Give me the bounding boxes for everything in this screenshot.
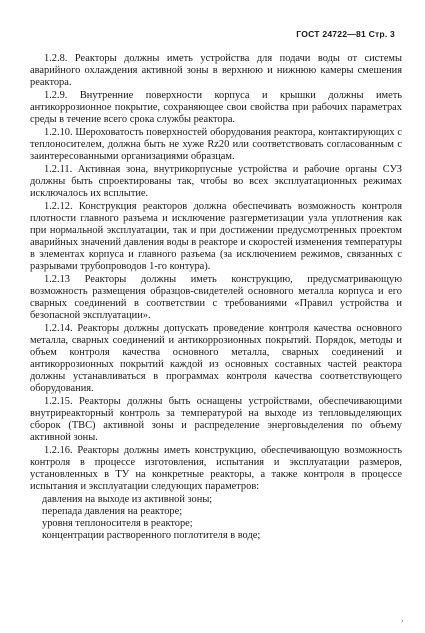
list-item: перепада давления на реакторе; (42, 505, 183, 517)
paragraph-1-2-12: 1.2.12. Конструкция реакторов должна обеспечивать возможность контроля плотности главного разъема и исключение разгерметизации узла уплотнения как при нормальной эксплуатации, так и при достижении предусмотренных проектом аварийных значений давления воды в реакторе и скоростей изменения температуры в элементах корпуса и главного разъема (за исключением режимов, связанных с разрывами трубопроводов 1-го контура). (30, 201, 402, 272)
paragraph-1-2-16: 1.2.16. Реакторы должны иметь конструкцию, обеспечивающую возможность контроля в процессе изготовления, испытания и эксплуатации размеров, установленных в ТУ на конкретные реакторы, а также контроля в процессе испытания и эксплуатации следующих параметров: (30, 445, 402, 492)
page-header: ГОСТ 24722—81 Стр. 3 (296, 29, 395, 39)
paragraph-1-2-8: 1.2.8. Реакторы должны иметь устройства для подачи воды от системы аварийного охлаждения активной зоны в верхнюю и нижнюю камеры смешения реактора. (30, 53, 402, 88)
margin-mark: › (401, 617, 404, 625)
paragraph-1-2-13: 1.2.13 Реакторы должны иметь конструкцию, предусматривающую возможность размещения образцов-свидетелей основного металла корпуса и его сварных соединений в соответствии с требованиями «Правил устройства и безопасной эксплуатации». (30, 274, 402, 321)
document-body (30, 53, 402, 542)
paragraph-1-2-14: 1.2.14. Реакторы должны допускать проведение контроля качества основного металла, сварных соединений и антикоррозионных покрытий. Порядок, методы и объем контроля качества основного металла, сварных соединений и антикоррозионных покрытий каждой из основных составных частей реактора должны устанавливаться в программах контроля качества соответствующего оборудования. (30, 323, 402, 394)
list-item: уровня теплоносителя в реакторе; (42, 517, 193, 529)
paragraph-1-2-11: 1.2.11. Активная зона, внутрикорпусные устройства и рабочие органы СУЗ должны быть спроектированы так, чтобы во всех эксплуатационных режимах исключалось их всплытие. (30, 164, 402, 200)
list-item: концентрации растворенного поглотителя в воде; (42, 529, 261, 541)
paragraph-1-2-10: 1.2.10. Шероховатость поверхностей оборудования реактора, контактирующих с теплоносителем, должна быть не хуже Rz20 или соответствовать согласованным с заинтересованными организациями образцам. (30, 127, 402, 162)
paragraph-1-2-9: 1.2.9. Внутренние поверхности корпуса и крышки должны иметь антикоррозионное покрытие, сохраняющее свои свойства при рабочих параметрах среды в течение всего срока службы реактора. (30, 90, 402, 125)
paragraph-1-2-15: 1.2.15. Реакторы должны быть оснащены устройствами, обеспечивающими внутриреакторный контроль за температурой на выходе из тепловыделяющих сборок (ТВС) активной зоны и распределение энерговыделения по объему активной зоны. (30, 396, 402, 443)
list-item: давления на выходе из активной зоны; (42, 494, 213, 505)
